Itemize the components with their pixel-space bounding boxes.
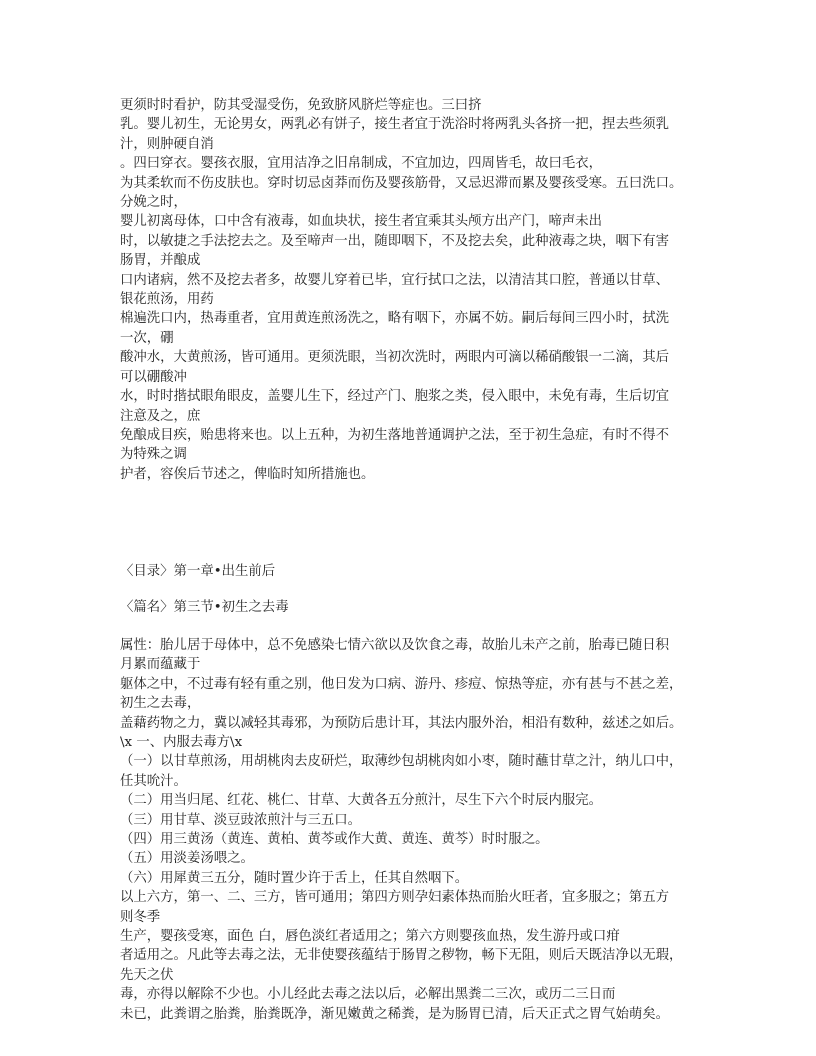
section-newborn-care xyxy=(120,96,700,484)
text-line: 时，以敏捷之手法挖去之。及至啼声一出，随即咽下，不及挖去矣，此种液毒之块，咽下有害 xyxy=(120,233,670,249)
text-line: 乳。婴儿初生，无论男女，两乳必有饼子，接生者宜于洗浴时将两乳头各挤一把，捏去些须乳 xyxy=(120,117,670,133)
text-line: 酸冲水，大黄煎汤，皆可通用。更须洗眼，当初次洗时，两眼内可滴以稀硝酸银一二滴，其后 xyxy=(120,350,670,366)
text-line: 护者，容俟后节述之，俾临时知所措施也。 xyxy=(120,466,375,482)
text-line: 初生之去毒， xyxy=(120,696,201,712)
text-line: 一次，硼 xyxy=(120,330,174,346)
text-line: 任其吮汁。 xyxy=(120,773,187,789)
remedy-item: （二）用当归尾、红花、桃仁、甘草、大黄各五分煎汁，尽生下六个时辰内服完。 xyxy=(120,793,603,809)
text-line: 则冬季 xyxy=(120,909,161,925)
text-line: 生产，婴孩受寒，面色 白，唇色淡红者适用之；第六方则婴孩血热，发生游丹或口疳 xyxy=(120,929,620,945)
text-line: 月累而蕴藏于 xyxy=(120,657,201,673)
remedy-item: （六）用犀黄三五分，随时置少许于舌上，任其自然咽下。 xyxy=(120,870,469,886)
catalog-heading: 〈目录〉第一章•出生前后 xyxy=(120,564,276,580)
text-line: 婴儿初离母体，口中含有液毒，如血块状，接生者宜乘其头颅方出产门，啼声未出 xyxy=(120,214,603,230)
text-line: 盖藉药物之力，冀以减轻其毒邪，为预防后患计耳，其法内服外治，相沿有数种，兹述之如后。 xyxy=(120,715,683,731)
remedy-item: （四）用三黄汤（黄连、黄柏、黄芩或作大黄、黄连、黄芩）时时服之。 xyxy=(120,832,549,847)
text-line: 棉遍洗口内，热毒重者，宜用黄连煎汤洗之，略有咽下，亦属不妨。嗣后每间三四小时，拭洗 xyxy=(120,311,670,327)
text-line: 银花煎汤，用药 xyxy=(120,292,214,308)
document-page xyxy=(120,96,700,1024)
text-line: 为其柔软而不伤皮肤也。穿时切忌卤莽而伤及婴孩筋骨，又忌迟滞而累及婴孩受寒。五曰洗口。 xyxy=(120,175,683,191)
section-detox xyxy=(120,636,700,1024)
text-line: 免酿成目疾，贻患将来也。以上五种，为初生落地普通调护之法，至于初生急症，有时不得不 xyxy=(120,427,670,443)
text-line: 属性：胎儿居于母体中，总不免感染七情六欲以及饮食之毒，故胎儿未产之前，胎毒已随日积 xyxy=(120,637,670,653)
text-line: 汁，则肿硬自消 xyxy=(120,136,214,152)
chapter-heading: 〈篇名〉第三节•初生之去毒 xyxy=(120,599,289,615)
text-line: 毒，亦得以解除不少也。小儿经此去毒之法以后，必解出黑粪二三次，或历二三日而 xyxy=(120,987,616,1003)
text-line: 先天之伏 xyxy=(120,967,174,983)
section-spacer xyxy=(120,484,700,562)
text-line: 分娩之时， xyxy=(120,195,187,211)
text-line: 为特殊之调 xyxy=(120,447,187,463)
subheading-internal-remedies: \x 一、内服去毒方\x xyxy=(120,734,243,750)
remedy-item: （三）用甘草、淡豆豉浓煎汁与三五口。 xyxy=(120,812,362,828)
remedy-item: （一）以甘草煎汤，用胡桃肉去皮研烂，取薄纱包胡桃肉如小枣，随时蘸甘草之汁，纳儿口中， xyxy=(120,754,683,770)
text-line: 肠胃，并酿成 xyxy=(120,253,201,269)
text-line: 更须时时看护，防其受湿受伤，免致脐风脐烂等症也。三曰挤 xyxy=(120,98,482,113)
text-line: 者适用之。凡此等去毒之法，无非使婴孩蕴结于肠胃之秽物，畅下无阻，则后天既洁净以无瑕， xyxy=(120,948,683,964)
text-line: 水，时时揩拭眼角眼皮，盖婴儿生下，经过产门、胞浆之类，侵入眼中，未免有毒，生后切宜 xyxy=(120,389,670,405)
text-line: 以上六方，第一、二、三方，皆可通用；第四方则孕妇素体热而胎火旺者，宜多服之；第五方 xyxy=(120,890,670,906)
text-line: 。四曰穿衣。婴孩衣服，宜用洁净之旧帛制成，不宜加边，四周皆毛，故曰毛衣， xyxy=(120,156,603,172)
text-line: 注意及之，庶 xyxy=(120,408,201,424)
text-line: 未已，此粪谓之胎粪，胎粪既净，渐见嫩黄之稀粪，是为肠胃已清，后天正式之胃气始萌矣。 xyxy=(120,1006,670,1022)
text-line: 躯体之中，不过毒有轻有重之别，他日发为口病、游丹、疹痘、惊热等症，亦有甚与不甚之差， xyxy=(120,676,683,692)
text-line: 可以硼酸冲 xyxy=(120,369,187,385)
remedy-item: （五）用淡姜汤喂之。 xyxy=(120,851,254,867)
text-line: 口内诸病，然不及挖去者多，故婴儿穿着已毕，宜行拭口之法，以清洁其口腔，普通以甘草、 xyxy=(120,272,670,288)
